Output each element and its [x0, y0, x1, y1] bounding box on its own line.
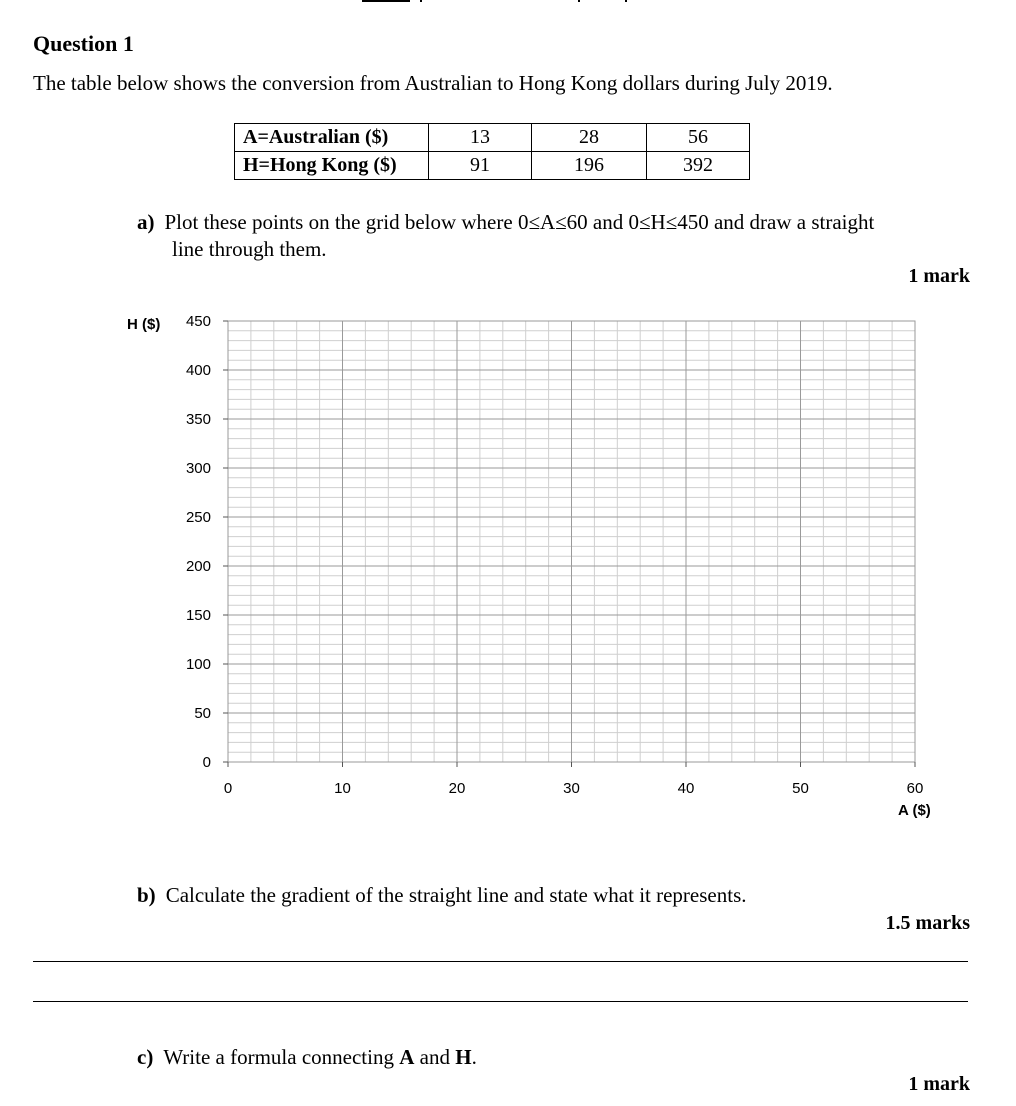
table-row [235, 124, 750, 152]
top-edge-fragment [625, 0, 627, 2]
x-tick-label: 30 [563, 780, 580, 797]
table-cell: 196 [532, 152, 647, 180]
conversion-table [234, 123, 750, 180]
part-c-var-h: H [455, 1045, 472, 1069]
part-b-line [137, 883, 747, 908]
table-cell: 91 [429, 152, 532, 180]
y-tick-label: 250 [185, 509, 211, 526]
x-tick-label: 20 [448, 780, 466, 797]
answer-line[interactable] [33, 961, 968, 962]
major-gridlines [228, 321, 915, 762]
part-c-var-a: A [399, 1045, 415, 1069]
part-a-marks: 1 mark [908, 265, 970, 287]
top-edge-fragment [420, 0, 422, 2]
y-tick-label: 50 [194, 705, 211, 722]
part-b-marks: 1.5 marks [885, 912, 970, 934]
x-tick-labels [224, 780, 924, 797]
part-a-label: a) [137, 210, 155, 234]
y-tick-label: 200 [185, 558, 211, 575]
table-row [235, 152, 750, 180]
x-tick-label: 10 [334, 780, 351, 797]
part-c-line [137, 1045, 477, 1070]
y-tick-label: 0 [202, 754, 211, 771]
part-c-marks: 1 mark [908, 1073, 970, 1095]
table-cell: 13 [429, 124, 532, 152]
x-tick-label: 40 [677, 780, 695, 797]
table-cell: 392 [647, 152, 750, 180]
y-tick-label: 150 [185, 607, 211, 624]
y-axis-label: H ($) [127, 316, 161, 333]
y-tick-labels [186, 313, 211, 771]
part-a-line2: line through them. [172, 237, 327, 261]
y-tick-label: 300 [185, 460, 211, 477]
part-c-text: Write a formula connecting [163, 1045, 400, 1069]
table-cell: 56 [647, 124, 750, 152]
row-header-australian: A=Australian ($) [235, 124, 429, 152]
axes [223, 321, 915, 767]
top-edge-fragment [362, 0, 410, 2]
x-tick-label: 50 [792, 780, 809, 797]
question-title: Question 1 [33, 31, 134, 56]
plot-grid-chart[interactable] [0, 300, 1016, 830]
y-tick-label: 100 [185, 656, 211, 673]
x-tick-label: 60 [906, 780, 924, 797]
part-b-label: b) [137, 883, 156, 907]
question-intro: The table below shows the conversion from Australian to Hong Kong dollars during July 2019. [33, 71, 833, 95]
x-axis-label: A ($) [898, 802, 931, 819]
part-a-text: Plot these points on the grid below where 0≤A≤60 and 0≤H≤450 and draw a straight [164, 210, 875, 234]
part-b-text: Calculate the gradient of the straight line and state what it represents. [165, 883, 747, 907]
part-a-line1 [137, 210, 874, 235]
table-cell: 28 [532, 124, 647, 152]
part-c-label: c) [137, 1045, 154, 1069]
top-edge-fragment [578, 0, 580, 2]
y-tick-label: 400 [185, 362, 211, 379]
row-header-hongkong: H=Hong Kong ($) [235, 152, 429, 180]
y-tick-label: 450 [185, 313, 211, 330]
part-c-and: and [414, 1045, 456, 1069]
y-tick-label: 350 [185, 411, 211, 428]
x-tick-label: 0 [223, 780, 233, 797]
part-c-end: . [471, 1045, 477, 1069]
answer-line[interactable] [33, 1001, 968, 1002]
